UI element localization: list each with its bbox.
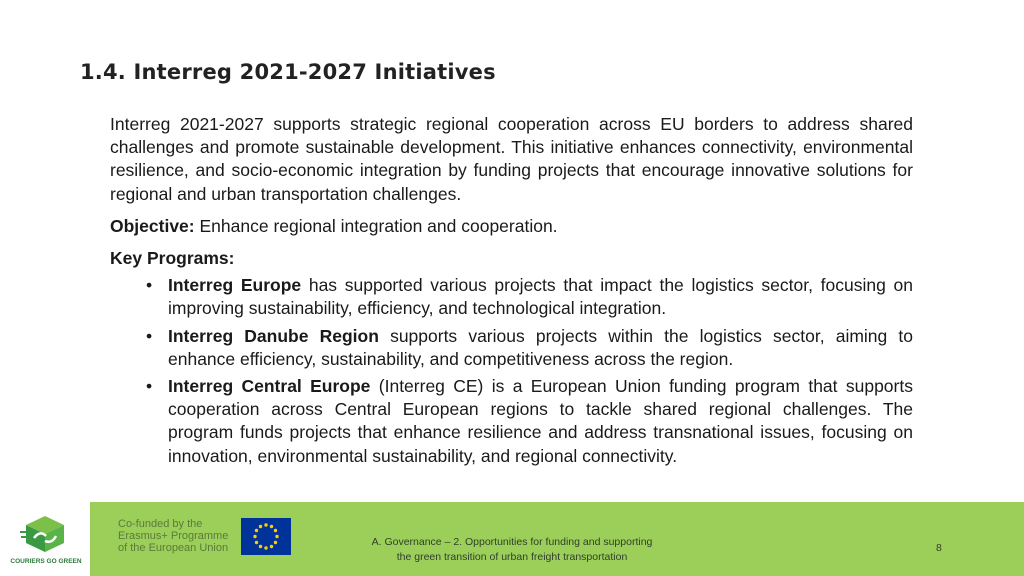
- bullet-icon: •: [146, 325, 153, 346]
- cofunded-line: Erasmus+ Programme: [118, 530, 229, 542]
- intro-paragraph: Interreg 2021-2027 supports strategic regional cooperation across EU borders to address shared challenges and promote sustainable development. This initiative enhances connectivity, environmental resilience, and socio-economic integration by funding projects that encourage innovative solutions for regional and urban transportation challenges.: [110, 114, 913, 204]
- footer-bar: [0, 502, 1024, 576]
- program-item: [146, 274, 913, 320]
- program-item: [146, 325, 913, 371]
- bullet-icon: •: [146, 376, 153, 397]
- program-text: (Interreg CE) is a European Union funding program that supports cooperation across Central European regions to tackle shared regional challenges. The program funds projects that enhance resilience and address transnational issues, focusing on innovation, environmental sustainability, and regional connectivity.: [168, 376, 913, 466]
- footer-section-line: A. Governance – 2. Opportunities for funding and supporting: [371, 536, 653, 548]
- recycle-box-icon: [20, 514, 70, 554]
- key-programs-label: Key Programs:: [110, 248, 235, 269]
- eu-flag-icon: [241, 518, 291, 555]
- program-item: [146, 375, 913, 468]
- footer-section-line: the green transition of urban freight transportation: [396, 551, 628, 563]
- slide-title: 1.4. Interreg 2021-2027 Initiatives: [80, 60, 496, 84]
- cofunded-line: of the European Union: [118, 542, 229, 554]
- program-name: Interreg Europe: [168, 275, 302, 296]
- cofunded-line: Co-funded by the: [118, 518, 203, 530]
- cofunded-text: [118, 518, 238, 554]
- program-name: Interreg Danube Region: [168, 325, 379, 346]
- objective-line: [110, 215, 913, 238]
- bullet-icon: •: [146, 275, 153, 296]
- footer-section-title: [330, 535, 694, 565]
- program-text: supports various projects within the logistics sector, aiming to enhance efficiency, sustainability, and competitiveness across the region.: [168, 325, 913, 369]
- logo-text: COURIERS GO GREEN: [10, 558, 82, 565]
- program-list: [110, 274, 913, 468]
- program-name: Interreg Central Europe: [168, 376, 371, 397]
- couriers-go-green-logo: [0, 502, 90, 576]
- page-number: 8: [936, 542, 942, 554]
- slide-body: [110, 113, 913, 472]
- objective-text: Enhance regional integration and cooperation.: [199, 215, 558, 236]
- program-text: has supported various projects that impact the logistics sector, focusing on improving sustainability, efficiency, and technological integration.: [168, 275, 913, 319]
- objective-label: Objective:: [110, 215, 195, 236]
